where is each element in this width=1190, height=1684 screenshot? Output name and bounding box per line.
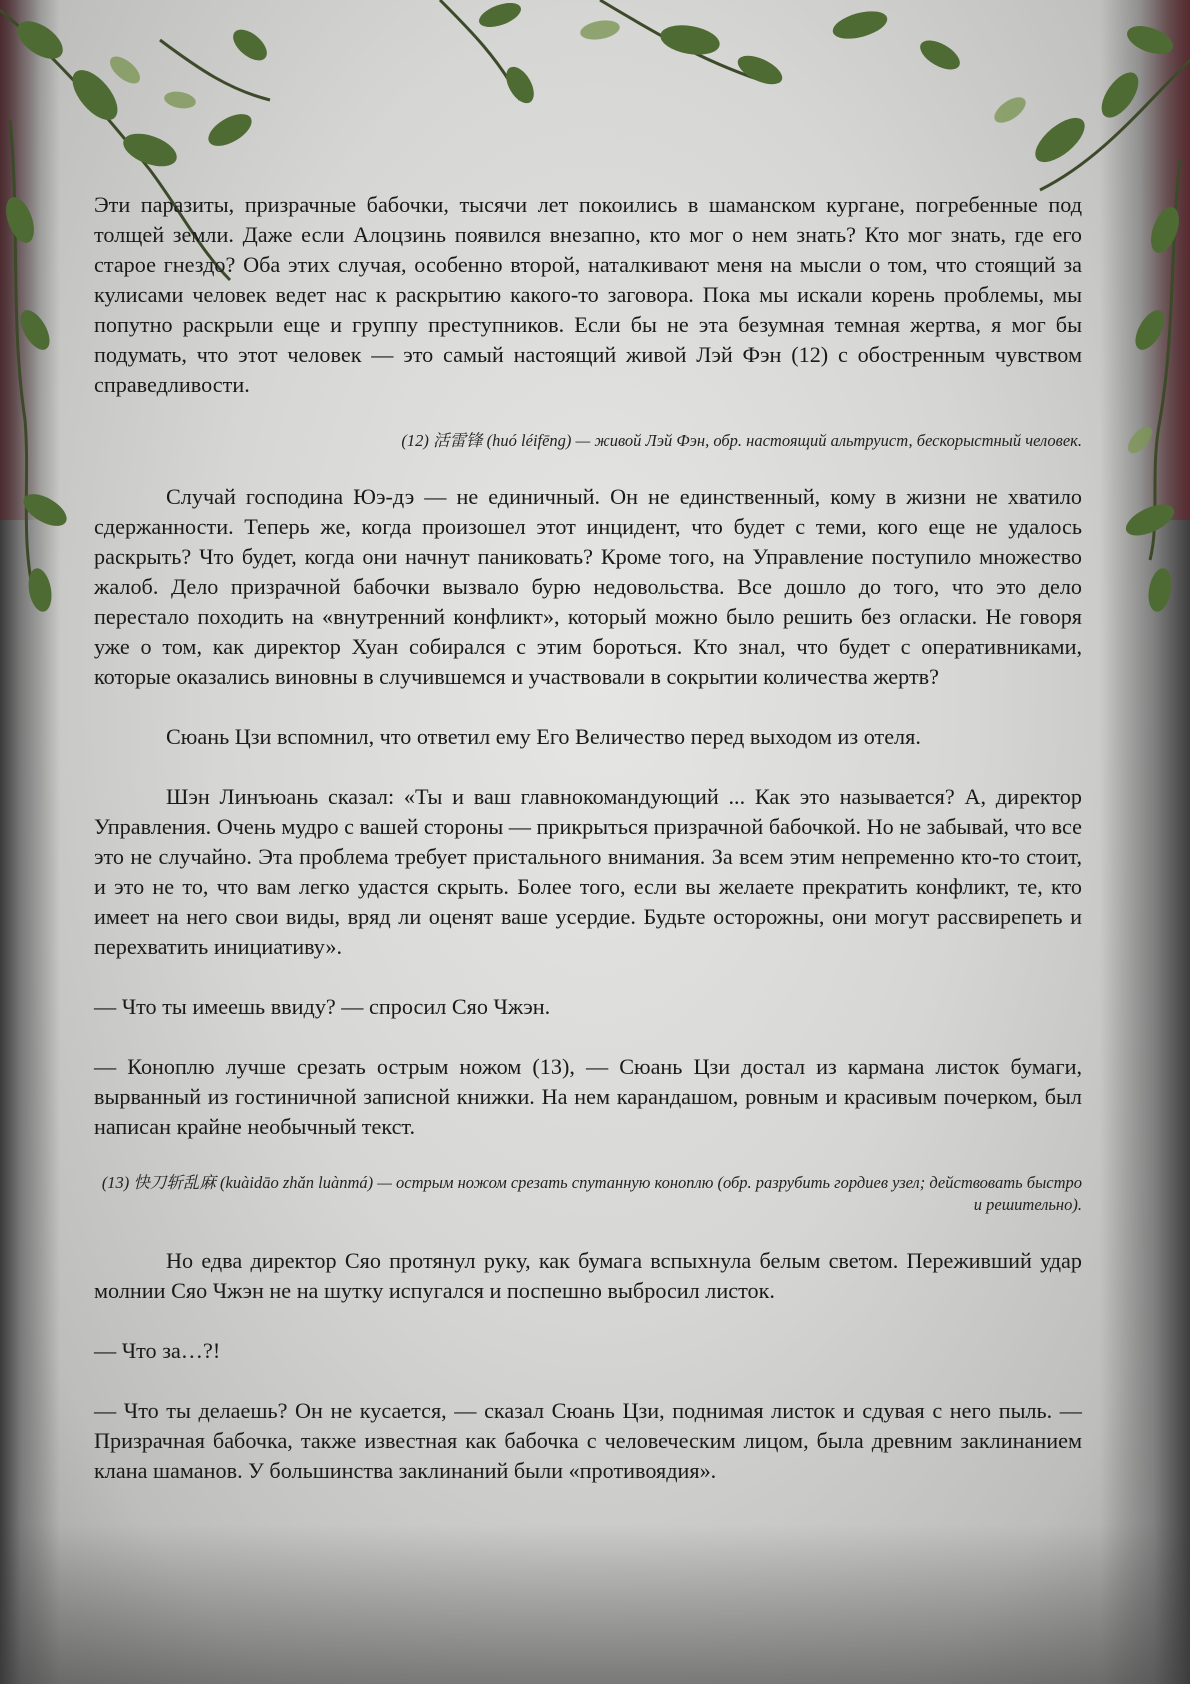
footnote-13: (13) 快刀斩乱麻 (kuàidāo zhǎn luànmá) — острым ножом срезать спутанную коноплю (обр. разрубить гордиев узел; действовать быстро и решительно). (101, 1173, 1082, 1214)
paragraph-4: Шэн Линъюань сказал: «Ты и ваш главнокомандующий ... Как это называется? А, директор Управления. Очень мудро с вашей стороны — прикрыться призрачной бабочкой. Но не забывай, что все это не случайно. Эта проблема требует пристального внимания. За всем этим непременно кто-то стоит, и это не то, что вам легко удастся скрыть. Более того, если вы желаете прекратить конфликт, те, кто имеет на него свои виды, вряд ли оценят ваше усердие. Будьте осторожны, они могут рассвирепеть и перехватить инициативу». (94, 784, 1082, 959)
dialogue-3: — Что за…?! (94, 1338, 221, 1363)
footnote-12: (12) 活雷锋 (huó léifēng) — живой Лэй Фэн, обр. настоящий альтруист, бескорыстный человек. (401, 431, 1082, 450)
document-body (94, 190, 1082, 1486)
dialogue-1: — Что ты имеешь ввиду? — спросил Сяо Чжэн. (94, 994, 551, 1019)
paragraph-1: Эти паразиты, призрачные бабочки, тысячи лет покоились в шаманском кургане, погребенные под толщей земли. Даже если Алоцзинь появился внезапно, кто мог о нем знать? Кто мог знать, где его старое гнездо? Оба этих случая, особенно второй, наталкивают меня на мысли о том, что стоящий за кулисами человек ведет нас к раскрытию какого-то заговора. Пока мы искали корень проблемы, мы попутно раскрыли еще и группу преступников. Если бы не эта безумная темная жертва, я мог бы подумать, что этот человек — это самый настоящий живой Лэй Фэн (12) с обостренным чувством справедливости. (94, 192, 1082, 397)
paragraph-5: Но едва директор Сяо протянул руку, как бумага вспыхнула белым светом. Переживший удар молнии Сяо Чжэн не на шутку испугался и поспешно выбросил листок. (94, 1248, 1082, 1303)
dialogue-2: — Коноплю лучше срезать острым ножом (13), — Сюань Цзи достал из кармана листок бумаги, вырванный из гостиничной записной книжки. На нем карандашом, ровным и красивым почерком, был написан крайне необычный текст. (94, 1054, 1082, 1139)
dialogue-4: — Что ты делаешь? Он не кусается, — сказал Сюань Цзи, поднимая листок и сдувая с него пыль. — Призрачная бабочка, также известная как бабочка с человеческим лицом, была древним заклинанием клана шаманов. У большинства заклинаний были «противоядия». (94, 1398, 1082, 1483)
paragraph-2: Случай господина Юэ-дэ — не единичный. Он не единственный, кому в жизни не хватило сдержанности. Теперь же, когда произошел этот инцидент, что будет с теми, кого еще не удалось раскрыть? Что будет, когда они начнут паниковать? Кроме того, на Управление поступило множество жалоб. Дело призрачной бабочки вызвало бурю недовольства. Все дошло до того, что это дело перестало походить на «внутренний конфликт», который можно было решить без огласки. Не говоря уже о том, как директор Хуан собирался с этим бороться. Кто знал, что будет с оперативниками, которые оказались виновны в случившемся и участвовали в сокрытии количества жертв? (94, 484, 1082, 689)
paragraph-3: Сюань Цзи вспомнил, что ответил ему Его Величество перед выходом из отеля. (166, 724, 921, 749)
